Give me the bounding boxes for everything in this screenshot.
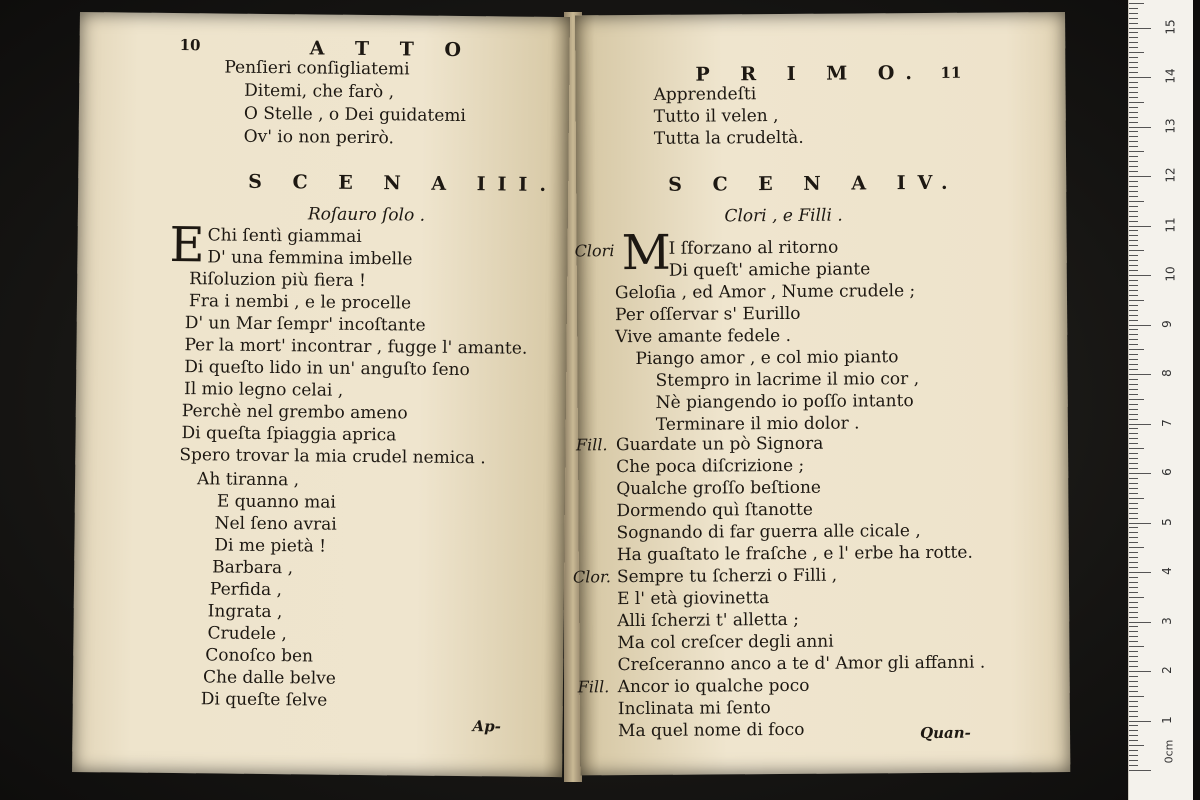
- verse-line: Inclinata mi ſento: [617, 698, 771, 720]
- verse-line: Crudele ,: [207, 623, 287, 645]
- ruler-tick: [1129, 473, 1151, 474]
- ruler-tick: [1129, 428, 1138, 429]
- verse-line: Sempre tu ſcherzi o Filli ,: [616, 565, 838, 588]
- verse-line: Ha guaſtato le fraſche , e l' erbe ha rotte.: [616, 542, 973, 566]
- ruler-tick: [1129, 424, 1151, 425]
- ruler-tick: [1129, 47, 1138, 48]
- ruler-tick: [1129, 146, 1138, 147]
- scene-title-right: S C E N A IV.: [668, 171, 960, 196]
- ruler-tick: [1129, 151, 1144, 152]
- verse-line: Spero trovar la mia crudel nemica .: [179, 445, 486, 469]
- ruler-tick: [1129, 206, 1138, 207]
- ruler-tick: [1129, 122, 1138, 123]
- ruler-tick: [1129, 696, 1144, 697]
- ruler-tick: [1129, 622, 1151, 623]
- ruler-tick: [1129, 226, 1151, 227]
- verse-line: Guardate un pò Signora: [615, 433, 824, 456]
- scene-cast-right: Clori , e Filli .: [724, 205, 843, 227]
- ruler-number: 5: [1159, 517, 1174, 526]
- ruler-tick: [1129, 42, 1138, 43]
- ruler-tick: [1129, 141, 1138, 142]
- ruler-tick: [1129, 354, 1138, 355]
- ruler-tick: [1129, 730, 1138, 731]
- catchword-left: Ap-: [472, 717, 501, 736]
- ruler-tick: [1129, 562, 1138, 563]
- verse-line: Creſceranno anco a te d' Amor gli affanni .: [617, 652, 986, 676]
- ruler-tick: [1129, 414, 1138, 415]
- ruler-tick: [1129, 92, 1138, 93]
- ruler-tick: [1129, 419, 1138, 420]
- verse-line: Ma quel nome di foco: [617, 719, 805, 742]
- ruler-tick: [1129, 518, 1138, 519]
- verse-line: Alli ſcherzi t' alletta ;: [617, 609, 799, 632]
- ruler-tick: [1129, 201, 1144, 202]
- ruler-number: 7: [1159, 418, 1174, 427]
- ruler-tick: [1129, 176, 1151, 177]
- ruler-tick: [1129, 389, 1138, 390]
- ruler-tick: [1129, 498, 1144, 499]
- speaker-label: Clor.: [572, 567, 611, 587]
- ruler-tick: [1129, 676, 1138, 677]
- ruler-tick: [1129, 602, 1138, 603]
- verse-line: Tutta la crudeltà.: [653, 127, 804, 149]
- verse-line: Chi ſentì giammai: [207, 225, 362, 247]
- ruler-tick: [1129, 409, 1138, 410]
- verse-line: Nel ſeno avrai: [214, 513, 337, 535]
- ruler-tick: [1129, 181, 1138, 182]
- verse-line: Il mio legno celai ,: [183, 379, 344, 401]
- ruler-tick: [1129, 725, 1138, 726]
- ruler-tick: [1129, 740, 1138, 741]
- ruler-tick: [1129, 310, 1138, 311]
- ruler-tick: [1129, 374, 1151, 375]
- ruler-tick: [1129, 433, 1138, 434]
- ruler-tick: [1129, 127, 1151, 128]
- ruler-number: 9: [1159, 319, 1174, 328]
- ruler-tick: [1129, 587, 1138, 588]
- ruler-tick: [1129, 765, 1138, 766]
- verse-line: Ma col creſcer degli anni: [617, 631, 834, 654]
- ruler-tick: [1129, 97, 1138, 98]
- verse-line: E quanno mai: [216, 491, 336, 513]
- verse-line: Ah tiranna ,: [197, 469, 300, 491]
- verse-line: Nè piangendo io poſſo intanto: [655, 391, 914, 413]
- ruler-tick: [1129, 716, 1138, 717]
- verse-line: Di queſto lido in un' anguſto ſeno: [184, 357, 470, 381]
- ruler-tick: [1129, 211, 1138, 212]
- page-number-right: 11: [940, 63, 962, 82]
- ruler-tick: [1129, 597, 1144, 598]
- ruler-tick: [1129, 488, 1138, 489]
- ruler-tick: [1129, 577, 1138, 578]
- ruler-tick: [1129, 735, 1138, 736]
- ruler-tick: [1129, 280, 1138, 281]
- verse-line: Qualche groſſo beſtione: [616, 477, 821, 500]
- ruler-tick: [1129, 770, 1151, 771]
- verse-line: Penſieri conſigliatemi: [224, 57, 410, 80]
- ruler-tick: [1129, 463, 1138, 464]
- left-page: [72, 12, 570, 777]
- ruler-tick: [1129, 290, 1138, 291]
- verse-line: Vive amante fedele .: [615, 325, 792, 348]
- ruler-tick: [1129, 112, 1138, 113]
- ruler-tick: [1129, 221, 1138, 222]
- verse-line: Conoſco ben: [205, 645, 314, 667]
- ruler-tick: [1129, 755, 1138, 756]
- ruler-tick: [1129, 136, 1138, 137]
- ruler-tick: [1129, 513, 1138, 514]
- verse-line: Apprendeſti: [653, 84, 757, 105]
- ruler-tick: [1129, 171, 1138, 172]
- ruler-tick: [1129, 13, 1138, 14]
- verse-line: Per oſſervar s' Eurillo: [615, 303, 801, 326]
- ruler-tick: [1129, 399, 1144, 400]
- ruler-tick: [1129, 636, 1138, 637]
- ruler-tick: [1129, 8, 1138, 9]
- ruler-tick: [1129, 666, 1138, 667]
- ruler-tick: [1129, 612, 1138, 613]
- ruler-number: 6: [1159, 468, 1174, 476]
- ruler-tick: [1129, 230, 1138, 231]
- verse-line: Che poca diſcrizione ;: [616, 455, 805, 478]
- ruler-tick: [1129, 186, 1138, 187]
- ruler-number: 4: [1159, 567, 1174, 575]
- ruler-tick: [1129, 191, 1138, 192]
- ruler-tick: [1129, 721, 1151, 722]
- right-page: [572, 12, 1070, 775]
- verse-line: O Stelle , o Dei guidatemi: [243, 103, 466, 127]
- ruler-tick: [1129, 37, 1138, 38]
- ruler-unit-label: 0cm: [1162, 739, 1176, 764]
- ruler-tick: [1129, 448, 1144, 449]
- ruler-tick: [1129, 537, 1138, 538]
- ruler-tick: [1129, 32, 1138, 33]
- ruler-tick: [1129, 547, 1144, 548]
- ruler-tick: [1129, 567, 1138, 568]
- ruler-tick: [1129, 468, 1138, 469]
- ruler-tick: [1129, 607, 1138, 608]
- ruler-tick: [1129, 582, 1138, 583]
- ruler-tick: [1129, 379, 1138, 380]
- verse-line: Terminare il mio dolor .: [655, 413, 860, 435]
- ruler-tick: [1129, 349, 1144, 350]
- ruler-tick: [1129, 260, 1138, 261]
- ruler-tick: [1129, 216, 1138, 217]
- verse-line: Di queſta ſpiaggia aprica: [181, 423, 397, 446]
- ruler-number: 11: [1163, 216, 1178, 233]
- ruler-tick: [1129, 131, 1138, 132]
- ruler-tick: [1129, 691, 1138, 692]
- verse-line: Di queſt' amiche piante: [668, 259, 871, 281]
- ruler-tick: [1129, 156, 1138, 157]
- speaker-label: Fill.: [575, 435, 608, 455]
- ruler-tick: [1129, 443, 1138, 444]
- ruler-tick: [1129, 117, 1138, 118]
- ruler-tick: [1129, 334, 1138, 335]
- ruler-number: 2: [1159, 666, 1174, 674]
- scene-cast-left: Roſauro ſolo .: [307, 204, 426, 226]
- speaker-label: Clori: [574, 241, 615, 261]
- ruler-tick: [1129, 102, 1144, 103]
- open-book: [80, 12, 1070, 782]
- verse-line: Ancor io qualche poco: [617, 675, 810, 698]
- ruler-tick: [1129, 315, 1138, 316]
- ruler-tick: [1129, 508, 1138, 509]
- verse-line: D' un Mar ſempr' incoſtante: [184, 313, 426, 336]
- ruler-tick: [1129, 320, 1138, 321]
- verse-line: Piango amor , e col mio pianto: [635, 347, 899, 370]
- verse-line: Dormendo quì ſtanotte: [616, 499, 814, 522]
- ruler-tick: [1129, 661, 1138, 662]
- verse-line: Di queſte ſelve: [200, 689, 328, 711]
- ruler-tick: [1129, 161, 1138, 162]
- verse-line: D' una femmina imbelle: [207, 247, 413, 270]
- ruler-tick: [1129, 300, 1144, 301]
- ruler-tick: [1129, 87, 1138, 88]
- verse-line: Tutto il velen ,: [653, 106, 779, 127]
- ruler-tick: [1129, 67, 1138, 68]
- ruler-tick: [1129, 552, 1138, 553]
- page-number-left: 10: [179, 36, 201, 55]
- ruler-tick: [1129, 394, 1138, 395]
- verse-line: Perchè nel grembo ameno: [181, 401, 408, 424]
- ruler-tick: [1129, 384, 1138, 385]
- ruler-tick: [1129, 369, 1138, 370]
- ruler-tick: [1129, 329, 1138, 330]
- ruler-tick: [1129, 572, 1151, 573]
- ruler-tick: [1129, 527, 1138, 528]
- ruler-tick: [1129, 339, 1138, 340]
- ruler-tick: [1129, 617, 1138, 618]
- ruler-tick: [1129, 255, 1138, 256]
- catchword-right: Quan-: [919, 723, 971, 743]
- ruler-tick: [1129, 57, 1138, 58]
- ruler-tick: [1129, 656, 1138, 657]
- ruler-tick: [1129, 706, 1138, 707]
- ruler-tick: [1129, 404, 1138, 405]
- verse-line: Geloſia , ed Amor , Nume crudele ;: [614, 281, 916, 304]
- ruler-tick: [1129, 651, 1138, 652]
- ruler-tick: [1129, 523, 1151, 524]
- verse-line: E l' età giovinetta: [617, 588, 770, 610]
- ruler-tick: [1129, 196, 1138, 197]
- ruler-tick: [1129, 458, 1138, 459]
- ruler-tick: [1129, 760, 1138, 761]
- verse-line: Fra i nembi , e le procelle: [188, 291, 412, 314]
- verse-line: I ſforzano al ritorno: [668, 237, 839, 259]
- ruler-tick: [1129, 503, 1138, 504]
- ruler-number: 8: [1159, 369, 1174, 377]
- ruler-tick: [1129, 646, 1144, 647]
- ruler-tick: [1129, 745, 1144, 746]
- ruler-tick: [1129, 671, 1151, 672]
- ruler-number: 14: [1163, 68, 1178, 84]
- ruler-tick: [1129, 631, 1138, 632]
- ruler-tick: [1129, 641, 1138, 642]
- ruler-tick: [1129, 557, 1138, 558]
- ruler-number: 10: [1163, 266, 1178, 282]
- ruler-tick: [1129, 295, 1138, 296]
- ruler-tick: [1129, 493, 1138, 494]
- ruler-tick: [1129, 72, 1138, 73]
- ruler-tick: [1129, 18, 1138, 19]
- ruler-tick: [1129, 52, 1144, 53]
- verse-line: Di me pietà !: [214, 535, 327, 557]
- ruler-tick: [1129, 438, 1138, 439]
- ruler-number: 12: [1163, 167, 1178, 183]
- ruler-tick: [1129, 28, 1151, 29]
- drop-cap-right: M: [621, 224, 672, 282]
- verse-line: Perfida ,: [209, 579, 283, 601]
- running-head-right: P R I M O.: [695, 61, 925, 86]
- ruler-tick: [1129, 626, 1138, 627]
- ruler-tick: [1129, 245, 1138, 246]
- measuring-ruler: [1128, 0, 1193, 800]
- ruler-tick: [1129, 592, 1138, 593]
- verse-line: Per la mort' incontrar , fugge l' amante.: [184, 335, 528, 359]
- ruler-tick: [1129, 250, 1144, 251]
- ruler-tick: [1129, 344, 1138, 345]
- ruler-tick: [1129, 62, 1138, 63]
- ruler-tick: [1129, 711, 1138, 712]
- verse-line: Ov' io non perirò.: [243, 126, 395, 149]
- ruler-tick: [1129, 483, 1138, 484]
- ruler-tick: [1129, 235, 1138, 236]
- ruler-tick: [1129, 750, 1138, 751]
- ruler-number: 1: [1159, 715, 1174, 724]
- ruler-tick: [1129, 478, 1138, 479]
- ruler-tick: [1129, 240, 1138, 241]
- ruler-tick: [1129, 686, 1138, 687]
- ruler-tick: [1129, 82, 1138, 83]
- verse-line: Ditemi, che farò ,: [244, 80, 395, 103]
- verse-line: Ingrata ,: [207, 601, 283, 623]
- scene-title-left: S C E N A III.: [248, 170, 559, 197]
- ruler-tick: [1129, 453, 1138, 454]
- ruler-tick: [1129, 681, 1138, 682]
- drop-cap-left: E: [169, 216, 205, 274]
- ruler-tick: [1129, 542, 1138, 543]
- ruler-tick: [1129, 265, 1138, 266]
- ruler-number: 15: [1163, 18, 1178, 35]
- ruler-tick: [1129, 77, 1151, 78]
- ruler-number: 3: [1159, 616, 1174, 625]
- ruler-tick: [1129, 325, 1151, 326]
- ruler-tick: [1129, 532, 1138, 533]
- verse-line: Stempro in lacrime il mio cor ,: [655, 369, 920, 391]
- ruler-tick: [1129, 166, 1138, 167]
- ruler-tick: [1129, 107, 1138, 108]
- verse-line: Che dalle belve: [202, 667, 336, 689]
- ruler-tick: [1129, 3, 1144, 4]
- verse-line: Riſoluzion più fiera !: [189, 269, 367, 292]
- ruler-tick: [1129, 305, 1138, 306]
- speaker-label: Fill.: [577, 677, 610, 697]
- ruler-number: 13: [1163, 117, 1178, 134]
- running-head-left: A T T O: [309, 37, 474, 62]
- verse-line: Barbara ,: [212, 557, 294, 579]
- ruler-tick: [1129, 364, 1138, 365]
- ruler-tick: [1129, 285, 1138, 286]
- ruler-tick: [1129, 359, 1138, 360]
- ruler-tick: [1129, 270, 1138, 271]
- verse-line: Sognando di far guerra alle cicale ,: [616, 521, 921, 544]
- ruler-tick: [1129, 701, 1138, 702]
- ruler-tick: [1129, 275, 1151, 276]
- ruler-tick: [1129, 23, 1138, 24]
